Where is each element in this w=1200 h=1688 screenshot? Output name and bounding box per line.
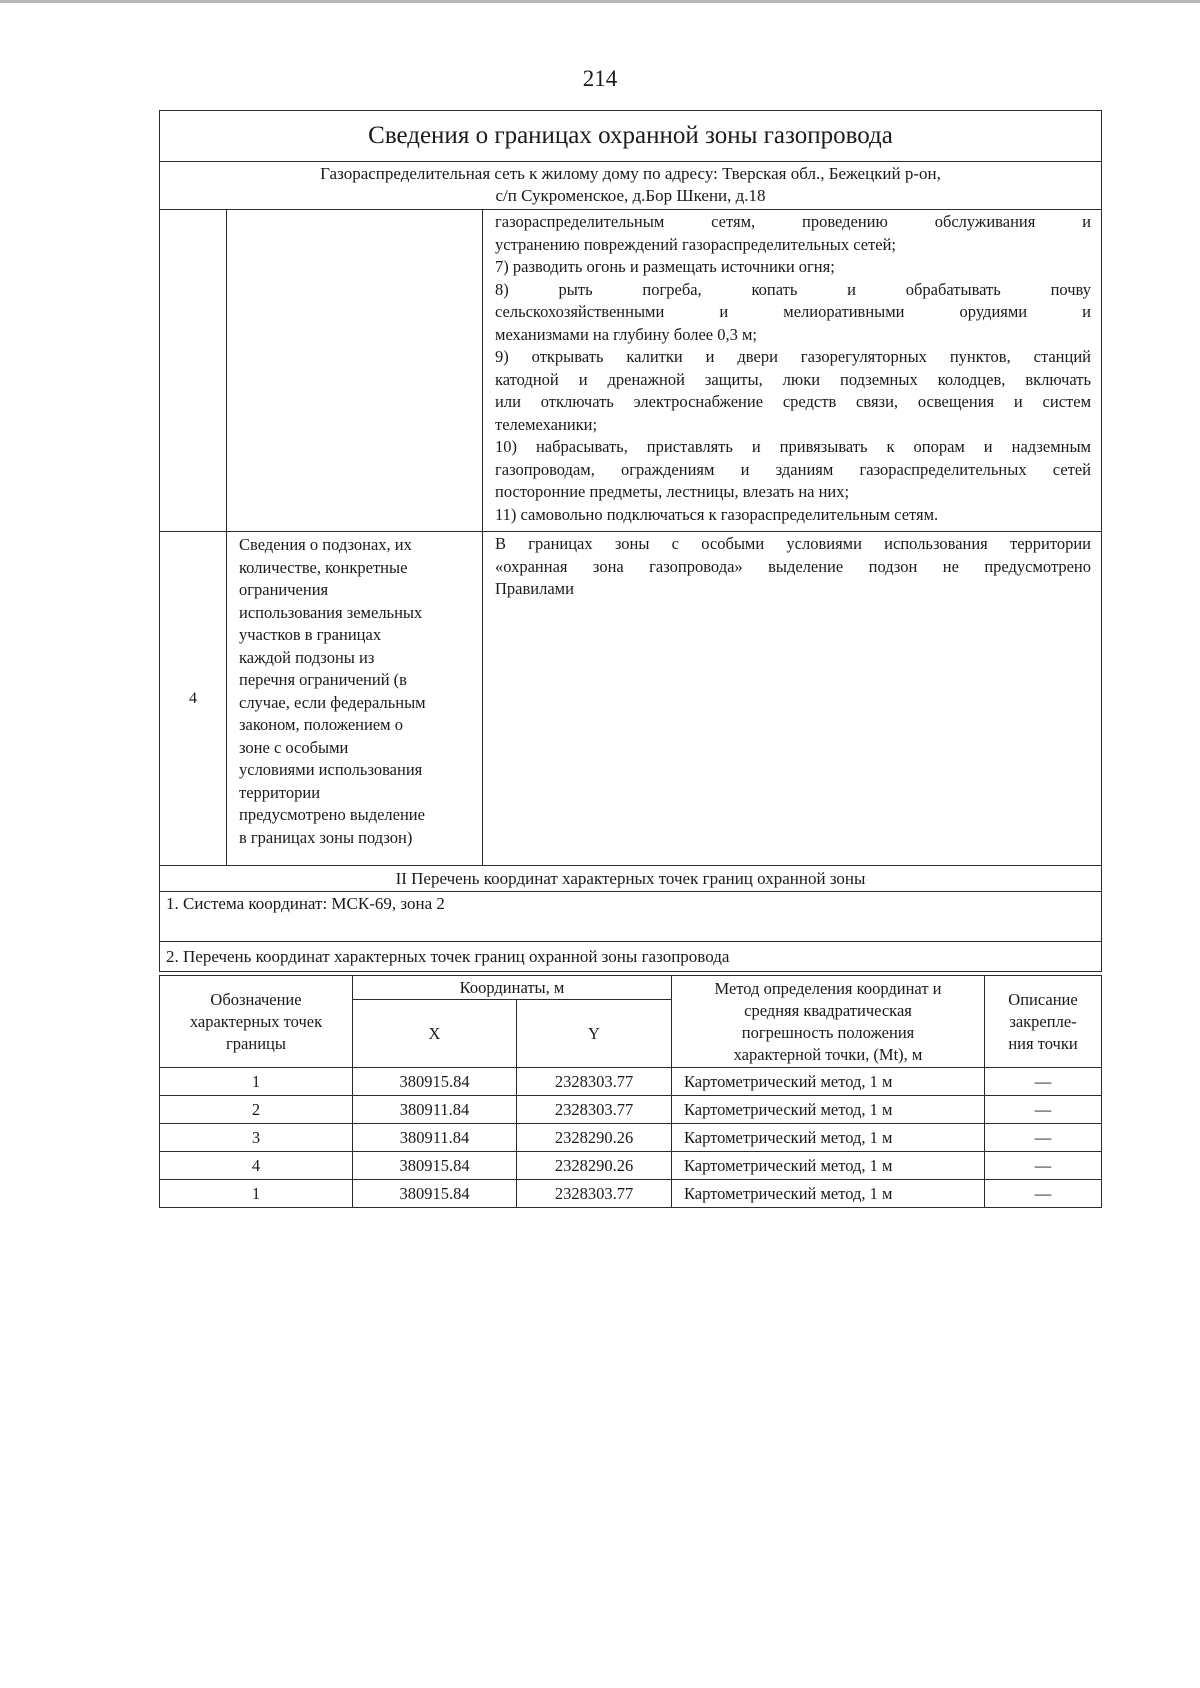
col-header-point — [160, 976, 353, 1068]
point-id: 3 — [160, 1124, 353, 1152]
continuation-number-cell — [160, 210, 227, 532]
method: Картометрический метод, 1 м — [672, 1096, 985, 1124]
point-id: 1 — [160, 1180, 353, 1208]
coordinate-system: 1. Система координат: МСК-69, зона 2 — [160, 892, 1102, 942]
text-line: или отключать электроснабжение средств связи, освещения и систем — [495, 392, 1092, 411]
x-coordinate: 380911.84 — [353, 1124, 517, 1152]
y-coordinate: 2328303.77 — [517, 1096, 672, 1124]
y-coordinate: 2328303.77 — [517, 1068, 672, 1096]
col-header-coordinates: Координаты, м — [353, 976, 672, 1000]
address-line: Газораспределительная сеть к жилому дому по адресу: Тверская обл., Бежецкий р-он, — [320, 164, 941, 183]
method: Картометрический метод, 1 м — [672, 1180, 985, 1208]
zone-info-table — [159, 110, 1101, 972]
point-description: — — [985, 1152, 1102, 1180]
text-line: сельскохозяйственными и мелиоративными орудиями и — [495, 302, 1092, 321]
text-line: в границах зоны подзон) — [239, 827, 413, 847]
address-line: с/п Сукроменское, д.Бор Шкени, д.18 — [495, 186, 766, 205]
text-line: использования земельных — [239, 602, 423, 622]
subzones-label — [227, 532, 483, 866]
table-row — [160, 1180, 1102, 1208]
text-line: 10) набрасывать, приставлять и привязывать к опорам и надземным — [495, 437, 1092, 456]
row-number: 4 — [160, 532, 227, 866]
text-line: количестве, конкретные — [239, 557, 408, 577]
object-address — [160, 162, 1102, 210]
subzones-value — [483, 532, 1102, 866]
text-line: 7) разводить огонь и размещать источники огня; — [495, 257, 835, 276]
header-line: ния точки — [1008, 1033, 1078, 1053]
point-id: 2 — [160, 1096, 353, 1124]
header-line: Обозначение — [210, 989, 302, 1009]
method: Картометрический метод, 1 м — [672, 1124, 985, 1152]
text-line: 9) открывать калитки и двери газорегуляторных пунктов, станций — [495, 347, 1092, 366]
y-coordinate: 2328290.26 — [517, 1152, 672, 1180]
text-line: 8) рыть погреба, копать и обрабатывать почву — [495, 279, 1092, 299]
text-line: устранению повреждений газораспределительных сетей; — [495, 234, 897, 254]
text-line: Сведения о подзонах, их — [239, 535, 412, 554]
header-line: погрешность положения — [741, 1022, 915, 1042]
text-line: «охранная зона газопровода» выделение подзон не предусмотрено — [495, 556, 1092, 576]
text-line: перечня ограничений (в — [239, 670, 407, 689]
header-line: закрепле- — [1009, 1011, 1077, 1031]
header-line: характерных точек — [189, 1011, 323, 1031]
col-header-method — [672, 976, 985, 1068]
table-row — [160, 1068, 1102, 1096]
col-header-y: Y — [517, 1000, 672, 1068]
point-id: 1 — [160, 1068, 353, 1096]
method: Картометрический метод, 1 м — [672, 1068, 985, 1096]
text-line: механизмами на глубину более 0,3 м; — [495, 324, 758, 344]
text-line: газопроводам, ограждениям и зданиям газораспределительных сетей — [495, 459, 1092, 479]
text-line: территории — [239, 782, 321, 802]
text-line: катодной и дренажной защиты, люки подземных колодцев, включать — [495, 369, 1092, 389]
table-row — [160, 1152, 1102, 1180]
header-line: Описание — [1008, 989, 1078, 1009]
col-header-x: X — [353, 1000, 517, 1068]
document-title: Сведения о границах охранной зоны газопровода — [160, 111, 1102, 162]
table-row — [160, 1096, 1102, 1124]
header-line: Метод определения координат и — [714, 978, 942, 998]
point-description: — — [985, 1096, 1102, 1124]
text-line: посторонние предметы, лестницы, влезать на них; — [495, 482, 850, 501]
text-line: предусмотрено выделение — [239, 805, 425, 824]
x-coordinate: 380915.84 — [353, 1180, 517, 1208]
page-number: 214 — [582, 66, 618, 91]
header-line: характерной точки, (Mt), м — [733, 1044, 923, 1064]
y-coordinate: 2328303.77 — [517, 1180, 672, 1208]
x-coordinate: 380915.84 — [353, 1068, 517, 1096]
header-line: средняя квадратическая — [744, 1000, 912, 1020]
x-coordinate: 380915.84 — [353, 1152, 517, 1180]
text-line: телемеханики; — [495, 414, 598, 434]
coordinate-list-title: 2. Перечень координат характерных точек границ охранной зоны газопровода — [160, 942, 1102, 972]
text-line: зоне с особыми — [239, 737, 349, 757]
section-ii-title: II Перечень координат характерных точек границ охранной зоны — [160, 866, 1102, 892]
scan-top-edge — [0, 0, 1200, 3]
text-line: газораспределительным сетям, проведению обслуживания и — [495, 212, 1092, 231]
text-line: ограничения — [239, 580, 329, 599]
text-line: случае, если федеральным — [239, 692, 426, 712]
point-id: 4 — [160, 1152, 353, 1180]
text-line: законом, положением о — [239, 715, 403, 734]
x-coordinate: 380911.84 — [353, 1096, 517, 1124]
text-line: условиями использования — [239, 760, 423, 779]
text-line: 11) самовольно подключаться к газораспределительным сетям. — [495, 504, 939, 524]
coordinate-table — [159, 975, 1101, 1208]
header-line: границы — [226, 1033, 286, 1053]
y-coordinate: 2328290.26 — [517, 1124, 672, 1152]
point-description: — — [985, 1180, 1102, 1208]
method: Картометрический метод, 1 м — [672, 1152, 985, 1180]
restrictions-continuation — [483, 210, 1102, 532]
point-description: — — [985, 1124, 1102, 1152]
text-line: каждой подзоны из — [239, 647, 375, 667]
text-line: участков в границах — [239, 625, 382, 644]
point-description: — — [985, 1068, 1102, 1096]
col-header-description — [985, 976, 1102, 1068]
continuation-label-cell — [227, 210, 483, 532]
text-line: В границах зоны с особыми условиями использования территории — [495, 534, 1092, 553]
text-line: Правилами — [495, 579, 574, 598]
table-row — [160, 1124, 1102, 1152]
